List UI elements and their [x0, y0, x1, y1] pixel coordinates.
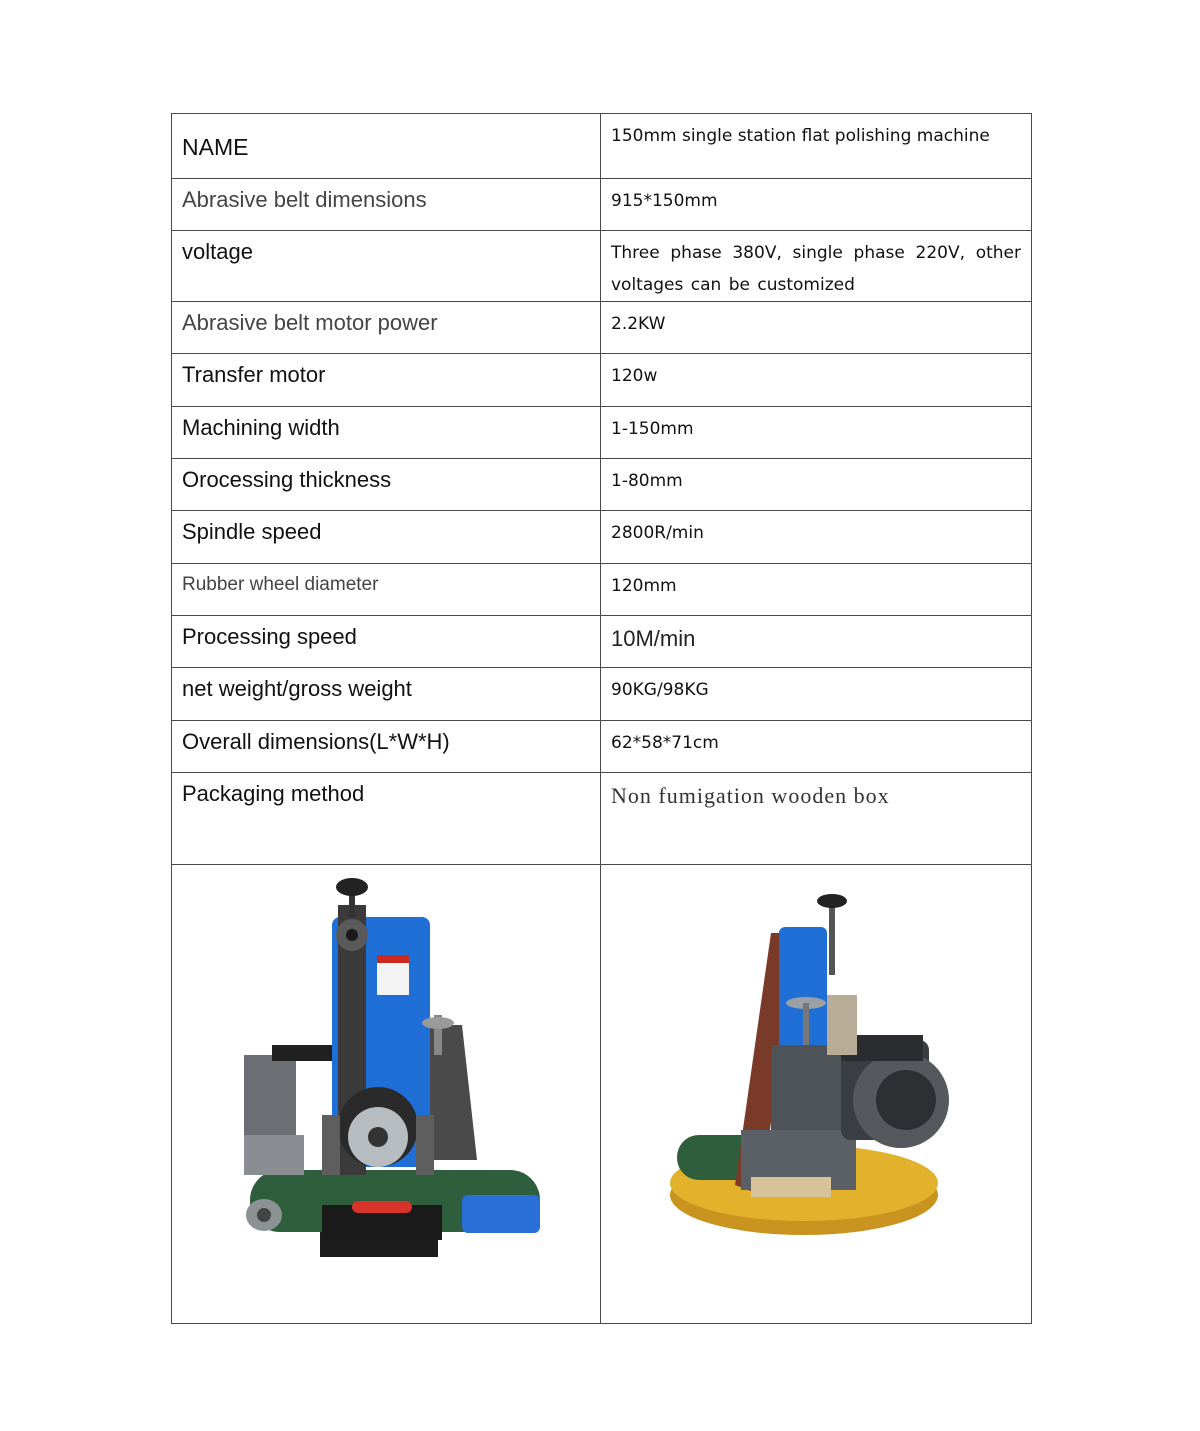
spec-table	[171, 113, 1032, 1324]
spec-row-name	[172, 114, 1032, 179]
spec-label: Abrasive belt motor power	[182, 310, 438, 335]
spec-row	[172, 354, 1032, 407]
spec-label: voltage	[182, 239, 253, 264]
image-row	[172, 865, 1032, 1324]
spec-value: 915*150mm	[611, 191, 718, 211]
spec-row	[172, 721, 1032, 773]
spec-value: 10M/min	[611, 626, 696, 651]
spec-value: 120mm	[611, 576, 677, 596]
spec-label: Spindle speed	[182, 519, 322, 544]
spec-row	[172, 773, 1032, 865]
spec-value: 2.2KW	[611, 314, 666, 334]
spec-value: Non fumigation wooden box	[611, 783, 890, 808]
spec-label: net weight/gross weight	[182, 676, 412, 701]
spec-row	[172, 459, 1032, 511]
spec-row	[172, 511, 1032, 564]
spec-value: 90KG/98KG	[611, 680, 709, 700]
spec-value: Three phase 380V, single phase 220V, other voltages can be customized	[611, 243, 1021, 295]
spec-value: 1-80mm	[611, 471, 683, 491]
spec-row	[172, 616, 1032, 668]
spec-row	[172, 407, 1032, 459]
spec-label: Processing speed	[182, 624, 357, 649]
spec-label: Machining width	[182, 415, 340, 440]
spec-label: Abrasive belt dimensions	[182, 187, 427, 212]
spec-row	[172, 668, 1032, 721]
spec-label: Overall dimensions(L*W*H)	[182, 729, 450, 754]
spec-label: Packaging method	[182, 781, 365, 806]
spec-label: Rubber wheel diameter	[182, 574, 379, 595]
machine-angled-photo	[601, 865, 1032, 1323]
spec-row	[172, 564, 1032, 616]
spec-value: 62*58*71cm	[611, 733, 719, 753]
machine-front-photo	[172, 865, 601, 1323]
spec-label: Orocessing thickness	[182, 467, 392, 492]
spec-label: NAME	[182, 134, 249, 160]
spec-value: 150mm single station flat polishing machine	[611, 126, 990, 146]
spec-row	[172, 302, 1032, 354]
spec-value: 2800R/min	[611, 523, 704, 543]
spec-row	[172, 231, 1032, 302]
spec-value: 120w	[611, 366, 658, 386]
spec-label: Transfer motor	[182, 362, 326, 387]
spec-row	[172, 179, 1032, 231]
spec-value: 1-150mm	[611, 419, 694, 439]
